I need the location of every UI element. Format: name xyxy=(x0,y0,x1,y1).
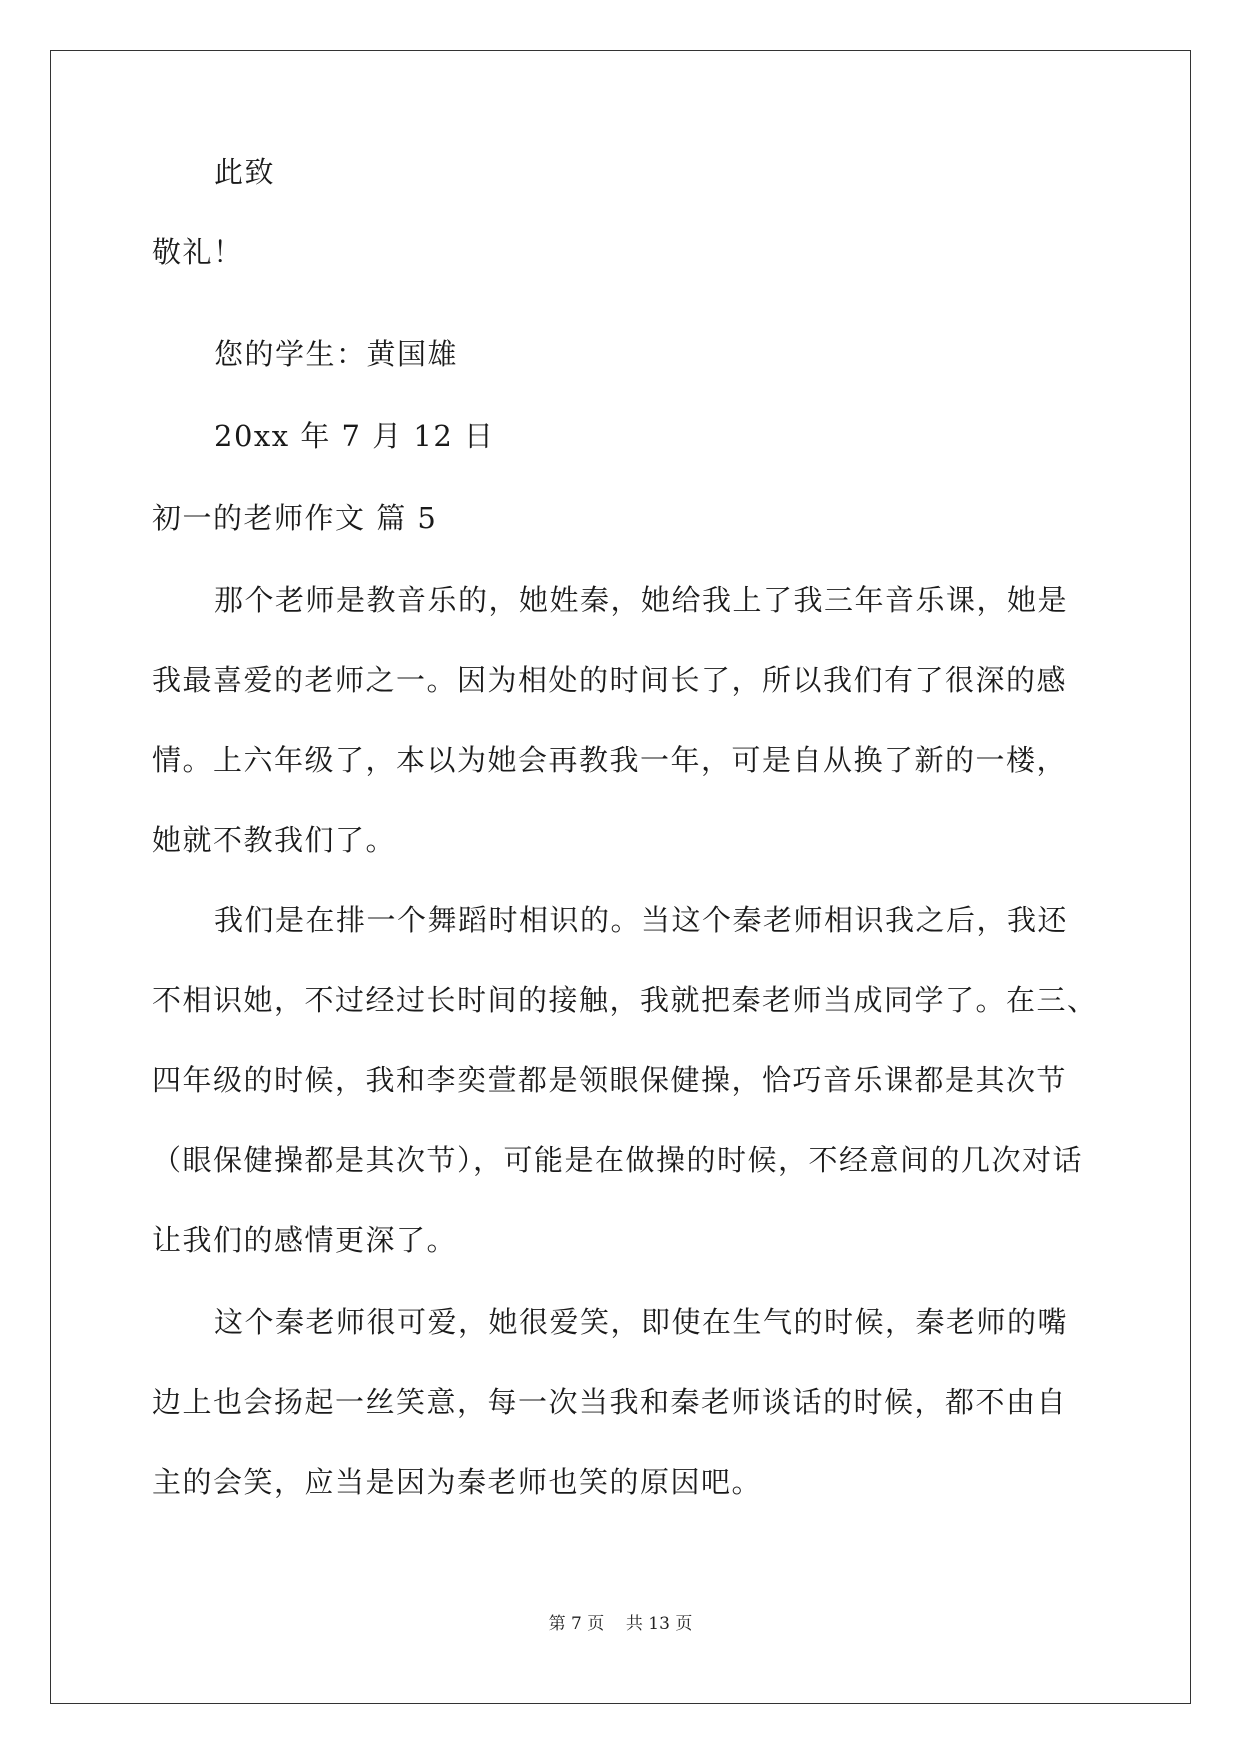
body-line: 情。上六年级了，本以为她会再教我一年，可是自从换了新的一楼， xyxy=(152,743,1068,777)
body-line: （眼保健操都是其次节），可能是在做操的时候，不经意间的几次对话 xyxy=(152,1143,1084,1177)
body-line: 不相识她，不过经过长时间的接触，我就把秦老师当成同学了。在三、 xyxy=(152,983,1098,1017)
body-line: 这个秦老师很可爱，她很爱笑，即使在生气的时候，秦老师的嘴 xyxy=(214,1305,1069,1339)
page-number-footer: 第 7 页 共 13 页 xyxy=(548,1614,693,1634)
page-border xyxy=(50,50,1191,1704)
body-line: 那个老师是教音乐的，她姓秦，她给我上了我三年音乐课，她是 xyxy=(214,583,1069,617)
body-line: 四年级的时候，我和李奕萱都是领眼保健操，恰巧音乐课都是其次节 xyxy=(152,1063,1068,1097)
closing-salutation: 此致 xyxy=(214,155,276,189)
date-line: 20xx 年 7 月 12 日 xyxy=(214,419,495,453)
body-line: 我们是在排一个舞蹈时相识的。当这个秦老师相识我之后，我还 xyxy=(214,903,1069,937)
body-line: 主的会笑，应当是因为秦老师也笑的原因吧。 xyxy=(152,1465,763,1499)
signature-line: 您的学生：黄国雄 xyxy=(214,337,459,371)
section-title: 初一的老师作文 篇 5 xyxy=(152,501,438,535)
body-line: 我最喜爱的老师之一。因为相处的时间长了，所以我们有了很深的感 xyxy=(152,663,1068,697)
body-line: 边上也会扬起一丝笑意，每一次当我和秦老师谈话的时候，都不由自 xyxy=(152,1385,1068,1419)
closing-regards: 敬礼！ xyxy=(152,235,244,269)
body-line: 让我们的感情更深了。 xyxy=(152,1223,458,1257)
body-line: 她就不教我们了。 xyxy=(152,823,397,857)
